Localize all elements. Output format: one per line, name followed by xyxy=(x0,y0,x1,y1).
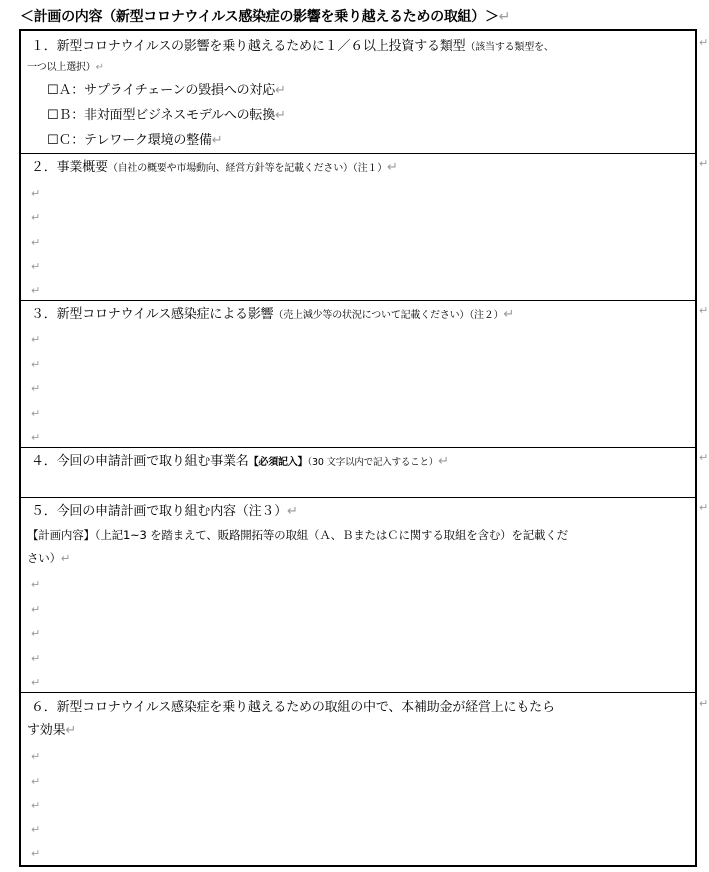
section-3-covid-impact[interactable] xyxy=(21,301,695,448)
section-3-heading: ３．新型コロナウイルス感染症による影響（売上減少等の状況について記載ください）（注２）↵ xyxy=(31,307,515,322)
paragraph-mark: ↵ xyxy=(31,578,41,591)
option-a-checkbox[interactable]: ☐Ａ：サプライチェーンの毀損への対応↵ xyxy=(47,83,286,98)
paragraph-mark: ↵ xyxy=(31,799,41,812)
paragraph-mark: ↵ xyxy=(31,431,41,444)
row-end-mark: ↵ xyxy=(699,157,709,170)
paragraph-mark: ↵ xyxy=(31,358,41,371)
paragraph-mark: ↵ xyxy=(31,333,41,346)
row-end-mark: ↵ xyxy=(699,36,709,49)
paragraph-mark: ↵ xyxy=(31,627,41,640)
section-6-heading-line-2: す効果↵ xyxy=(27,723,77,738)
section-1-investment-type xyxy=(21,31,695,154)
row-end-mark: ↵ xyxy=(699,697,709,710)
paragraph-mark: ↵ xyxy=(31,284,41,297)
section-5-instruction-line-1: 【計画内容】（上記1~3 を踏まえて、販路開拓等の取組（Ａ、ＢまたはＣに関する取組を含む）を記載くだ xyxy=(27,528,568,542)
paragraph-mark: ↵ xyxy=(31,603,41,616)
section-5-plan-content[interactable] xyxy=(21,498,695,693)
section-2-business-overview[interactable] xyxy=(21,154,695,301)
paragraph-mark: ↵ xyxy=(31,260,41,273)
row-end-mark: ↵ xyxy=(699,501,709,514)
paragraph-mark: ↵ xyxy=(31,382,41,395)
paragraph-mark: ↵ xyxy=(31,750,41,763)
option-b-checkbox[interactable]: ☐Ｂ：非対面型ビジネスモデルへの転換↵ xyxy=(47,108,286,123)
paragraph-mark: ↵ xyxy=(31,187,41,200)
paragraph-mark: ↵ xyxy=(31,676,41,689)
paragraph-mark: ↵ xyxy=(31,407,41,420)
paragraph-mark: ↵ xyxy=(31,823,41,836)
paragraph-mark: ↵ xyxy=(31,236,41,249)
paragraph-mark: ↵ xyxy=(31,211,41,224)
page-title: ＜計画の内容（新型コロナウイルス感染症の影響を乗り越えるための取組）＞↵ xyxy=(20,9,511,25)
paragraph-mark: ↵ xyxy=(31,652,41,665)
row-end-mark: ↵ xyxy=(699,451,709,464)
paragraph-mark: ↵ xyxy=(31,847,41,860)
option-c-checkbox[interactable]: ☐Ｃ：テレワーク環境の整備↵ xyxy=(47,133,223,148)
section-5-heading: ５．今回の申請計画で取り組む内容（注３）↵ xyxy=(31,504,298,519)
paragraph-mark: ↵ xyxy=(31,775,41,788)
section-5-instruction-line-2: さい）↵ xyxy=(27,551,71,565)
row-end-mark: ↵ xyxy=(699,304,709,317)
section-6-heading-line-1: ６．新型コロナウイルス感染症を乗り越えるための取組の中で、本補助金が経営上にもたら xyxy=(31,700,555,715)
section-1-heading: １．新型コロナウイルスの影響を乗り越えるために１／６以上投資する類型（該当する類型を、 xyxy=(31,39,554,54)
plan-form xyxy=(19,29,697,867)
section-6-subsidy-effect[interactable] xyxy=(21,693,695,865)
section-4-heading: ４．今回の申請計画で取り組む事業名【必須記入】（30 文字以内で記入すること）↵ xyxy=(31,454,449,469)
section-2-heading: ２．事業概要（自社の概要や市場動向、経営方針等を記載ください）（注１）↵ xyxy=(31,160,398,175)
section-4-project-name[interactable] xyxy=(21,448,695,498)
section-1-note: 一つ以上選択）↵ xyxy=(27,62,104,73)
